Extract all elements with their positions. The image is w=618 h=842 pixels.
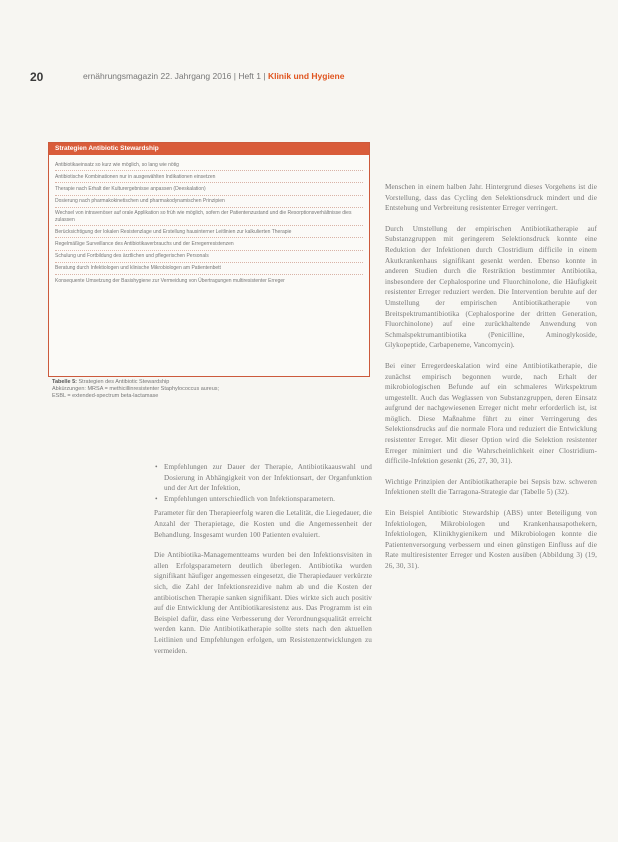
info-box [48,142,370,377]
body-paragraph: Die Antibiotika-Managementteams wurden bei den Infektionsvisiten in allen Erfolgsparametern deutlich überlegen. Antibiotika wurden signifikant häufiger angemessen eingesetzt, die Therapiedauer verkürzte sich, die Zahl der Infektionsrezidive nahm ab und die Kosten der antibiotischen Therapie sanken signifikant. Dies wirkte sich auch positiv auf die Entwicklung der Antibiotikaresistenz aus. Das Programm ist ein Beispiel dafür, dass eine Verbesserung der Verordnungsqualität erreicht werden kann. Die Antibiotikatherapie sollte stets nach den aktuellen Leitlinien und Empfehlungen erfolgen, um Resistenzentwicklungen zu vermeiden. [154,551,372,655]
body-paragraph: Wichtige Prinzipien der Antibiotikatherapie bei Sepsis bzw. schweren Infektionen stellt die Tarragona-Strategie dar (Tabelle 5) (32). [385,477,597,497]
bullet-list [154,462,372,504]
info-box-item: Therapie nach Erhalt der Kulturergebnisse anpassen (Deeskalation) [55,183,363,195]
table-caption [52,379,370,400]
page-number: 20 [30,70,44,84]
body-paragraph: Durch Umstellung der empirischen Antibiotikatherapie auf Substanzgruppen mit geringerem Selektionsdruck konnte eine Reduktion der Infektionen durch Clostridium difficile in einem Akutkrankenhaus signifikant gesenkt werden. Ebenso konnte in anderen Studien durch die Restriktion bestimmter Antibiotika, insbesondere der Cephalosporine und Fluorchinolone, die Häufigkeit resistenter Erreger reduziert werden. Die Intervention beruhte auf der Umstellung der empirischen Antibiotikatherapie von Breitspektrumantibiotika (Cephalosporine der dritten Generation, Fluorchinolone) auf eine zurückhaltende Anwendung von Schmalspektrumantibiotika (Penicilline, Aminoglykoside, Glykopeptide, Carbapeneme, Vancomycin). [385,224,597,350]
info-box-item: Antibiotische Kombinationen nur in ausgewählten Indikationen einsetzen [55,171,363,183]
caption-text: Strategien des Antibiotic Stewardship [76,379,170,385]
journal-info [83,71,344,81]
info-box-item: Schulung und Fortbildung des ärztlichen und pflegerischen Personals [55,251,363,263]
right-text-column [385,182,597,582]
info-box-item: Berücksichtigung der lokalen Resistenzlage und Erstellung hausinterner Leitlinien zur kalkulierten Therapie [55,226,363,238]
running-header [30,70,590,86]
info-box-list [49,155,369,286]
body-paragraph: Parameter für den Therapieerfolg waren die Letalität, die Liegedauer, die Anzahl der Therapietage, die Kosten und die Angemessenheit der Behandlung. Insgesamt wurden 100 Patienten evaluiert. [154,509,372,539]
info-box-item: Regelmäßige Surveillance des Antibiotikaverbrauchs und der Erregerresistenzen [55,238,363,250]
left-text-column [154,462,372,666]
info-box-title: Strategien Antibiotic Stewardship [49,143,369,155]
info-box-item: Konsequente Umsetzung der Basishygiene zur Vermeidung von Übertragungen multiresistenter Erreger [55,277,285,284]
info-box-item: Antibiotikaeinsatz so kurz wie möglich, so lang wie nötig [55,159,363,171]
journal-text: ernährungsmagazin 22. Jahrgang 2016 | Heft 1 | [83,71,268,81]
body-paragraph: Menschen in einem halben Jahr. Hintergrund dieses Vorgehens ist die Vorstellung, dass das Cycling den Selektionsdruck mindert und die Entstehung und Verbreitung resistenter Erreger verringert. [385,183,597,213]
info-box-item: Dosierung nach pharmakokinetischen und pharmakodynamischen Prinzipien [55,196,363,208]
body-paragraph: Ein Beispiel Antibiotic Stewardship (ABS) unter Beteiligung von Infektiologen, Mikrobiologen und Krankenhausapothekern, Infektiologen, Klinikhygienikern und Mikrobiologen konnte die Patientenversorgung verbessern und einen günstigen Einfluss auf die Rate multiresistenter Erreger und Kosten ausüben (Abbildung 3) (19, 26, 30, 31). [385,509,597,570]
body-paragraph: Bei einer Erregerdeeskalation wird eine Antibiotikatherapie, die zunächst empirisch begonnen wurde, nach Erhalt der mikrobiologischen Befunde auf ein schmaleres Wirkspektrum umgestellt. Auch das Weglassen von Substanzgruppen, deren Einsatz aufgrund der nachgewiesenen Erreger nicht mehr erforderlich ist, ist möglich. Diese Maßnahme führt zu einer Verringerung des Selektionsdrucks auf die normale Flora und reduziert die Entwicklung resistenter Erreger. Mit dieser Option wird die Selektion resistenter Erreger minimiert und die Wahrscheinlichkeit einer Clostridium-difficile-Infektion gesenkt (26, 27, 30, 31). [385,361,597,466]
caption-abbreviations-1: Abkürzungen: MRSA = methicillinresistenter Staphylococcus aureus; [52,386,220,392]
info-box-item: Beratung durch Infektiologen und klinische Mikrobiologen am Patientenbett [55,263,363,275]
info-box-item: Wechsel von intravenöser auf orale Applikation so früh wie möglich, sofern der Patientenzustand und die Resorptionsverhältnisse dies zulassen [55,208,363,226]
bullet-item: • Empfehlungen unterschiedlich von Infektionsparametern. [164,494,372,505]
caption-abbreviations-2: ESBL = extended-spectrum beta-lactamase [52,393,159,399]
bullet-item: • Empfehlungen zur Dauer der Therapie, Antibiotikaauswahl und Dosierung in Abhängigkeit von der Infektionsart, der Organfunktion und der Art der Infektion, [164,462,372,494]
section-title: Klinik und Hygiene [267,71,345,81]
caption-label: Tabelle 5: [52,379,77,385]
